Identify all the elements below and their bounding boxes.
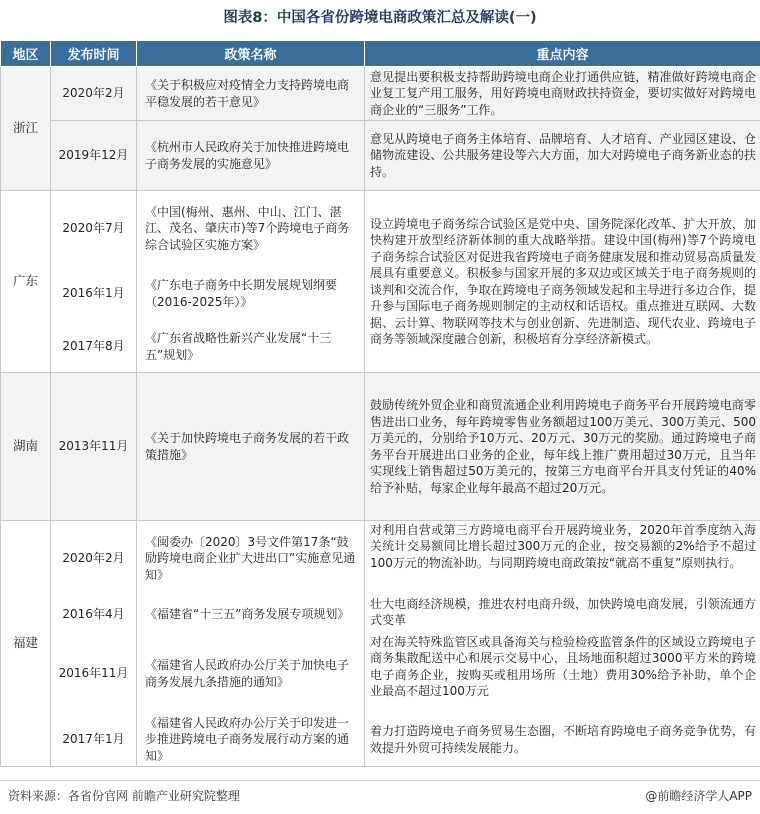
header-region: 地区: [1, 41, 51, 67]
table-row: [1, 373, 760, 521]
content-text: 着力打造跨境电子商务贸易生态圈，不断培育跨境电子商务竞争优势，有效提升外贸可持续发展能力。: [370, 724, 756, 755]
table-header-row: [1, 41, 760, 67]
policy-name: 《广东电子商务中长期发展规划纲要（2016-2025年）》: [145, 278, 338, 309]
date-cell: 2013年11月: [51, 373, 137, 521]
table-row: [1, 521, 760, 767]
policy-cell: [137, 121, 365, 191]
table-row: [1, 191, 760, 373]
date-text: 2017年8月: [62, 339, 125, 354]
date-cell: [51, 191, 137, 373]
content-cell: [365, 373, 760, 521]
region-cell: 福建: [1, 521, 51, 767]
date-cell: [51, 521, 137, 767]
content-text: 意见提出要积极支持帮助跨境电商企业打通供应链，精准做好跨境电商企业复工复产用工服务，用好跨境电商财政扶持资金，要切实做好对跨境电商企业的“三服务”工作。: [370, 69, 756, 117]
policy-name: 《广东省战略性新兴产业发展“十三五”规划》: [145, 331, 332, 362]
date-text: 2016年1月: [62, 286, 125, 301]
policy-cell: [137, 521, 365, 767]
policy-name: 《杭州市人民政府关于加快推进跨境电子商务发展的实施意见》: [145, 140, 350, 171]
content-cell: [365, 121, 760, 191]
region-cell: 湖南: [1, 373, 51, 521]
content-text: 对利用自营或第三方跨境电商平台开展跨境业务，2020年首季度纳入海关统计交易额同比增长超过300万元的企业，按交易额的2%给予不超过100万元的物流补助。与同期跨境电商政策按“就高不重复”原则执行。: [370, 522, 756, 570]
date-cell: 2020年2月: [51, 67, 137, 121]
policy-cell: [137, 191, 365, 373]
content-text: 壮大电商经济规模，推进农村电商升级，加快跨境电商发展，引领流通方式变革: [370, 596, 756, 627]
region-cell: 浙江: [1, 67, 51, 191]
content-text: 对在海关特殊监管区或具备海关与检验检疫监管条件的区域设立跨境电子商务集散配送中心和展示交易中心，且场地面积超过3000平方米的跨境电子商务企业，按购买或租用场所（土地）费用30%给予补助，单个企业最高不超过100万元: [370, 634, 756, 698]
content-text: 鼓励传统外贸企业和商贸流通企业利用跨境电子商务平台开展跨境电商零售进出口业务，每年跨境零售业务额超过100万美元、300万美元、500万美元的，分别给予10万元、20万元、30万元的奖励。通过跨境电子商务平台开展进出口业务的企业，每年线上推广费用超过30万元，且当年实现线上销售超过50万美元的，按第三方电商平台开具支付凭证的40%给予补贴，每家企业每年最高不超过20万元。: [370, 398, 756, 495]
content-cell: [365, 67, 760, 121]
region-cell: 广东: [1, 191, 51, 373]
policy-name: 《福建省人民政府办公厅关于印发进一步推进跨境电子商务发展行动方案的通知》: [145, 715, 350, 763]
policy-name: 《关于积极应对疫情全力支持跨境电商平稳发展的若干意见》: [145, 78, 350, 109]
policy-name: 《中国(梅州、惠州、中山、江门、湛江、茂名、肇庆市)等7个跨境电子商务综合试验区实施方案》: [145, 204, 350, 252]
page-title: 图表8：中国各省份跨境电商政策汇总及解读(一): [223, 10, 537, 26]
content-text: 设立跨境电子商务综合试验区是党中央、国务院深化改革、扩大开放，加快构建开放型经济新体制的重大战略举措。建设中国(梅州)等7个跨境电子商务综合试验区对促进我省跨境电子商务健康发展和推动贸易高质量发展具有重要意义。积极参与国家开展的多双边或区域关于电子商务规则的谈判和交流合作，争取在跨境电子商务领域发起和主导进行多边合作，提升参与国际电子商务规则制定的主动权和话语权。重点推进互联网、大数据、云计算、物联网等技术与创业创新、先进制造、现代农业、跨境电子商务等领域深度融合创新，积极培育分享经济新模式。: [370, 216, 756, 346]
header-policy: 政策名称: [137, 41, 365, 67]
policy-name: 《闽委办〔2020〕3号文件第17条“鼓励跨境电商企业扩大进出口”实施意见通知》: [145, 534, 356, 582]
table-row: [1, 121, 760, 191]
header-content: 重点内容: [365, 41, 760, 67]
policy-cell: [137, 373, 365, 521]
content-cell: [365, 191, 760, 373]
date-text: 2016年11月: [58, 666, 129, 681]
policy-table: [0, 40, 760, 767]
policy-name: 《福建省“十三五”商务发展专项规划》: [145, 607, 350, 622]
header-date: 发布时间: [51, 41, 137, 67]
date-text: 2016年4月: [62, 607, 125, 622]
policy-name: 《福建省人民政府办公厅关于加快电子商务发展九条措施的通知》: [145, 658, 350, 689]
source-note: 资料来源：各省份官网 前瞻产业研究院整理: [8, 789, 240, 803]
date-cell: 2019年12月: [51, 121, 137, 191]
table-row: [1, 67, 760, 121]
brand-credit: @前瞻经济学人APP: [645, 789, 752, 803]
date-text: 2020年7月: [62, 221, 125, 236]
footer-divider: [0, 780, 760, 781]
date-text: 2017年1月: [62, 732, 125, 747]
content-text: 意见从跨境电子商务主体培育、品牌培育、人才培育、产业园区建设、仓储物流建设、公共服务建设等六大方面，加大对跨境电子商务新业态的扶持。: [370, 131, 756, 179]
policy-cell: [137, 67, 365, 121]
content-cell: [365, 521, 760, 767]
policy-name: 《关于加快跨境电子商务发展的若干政策措施》: [145, 431, 350, 462]
date-text: 2020年2月: [62, 551, 125, 566]
